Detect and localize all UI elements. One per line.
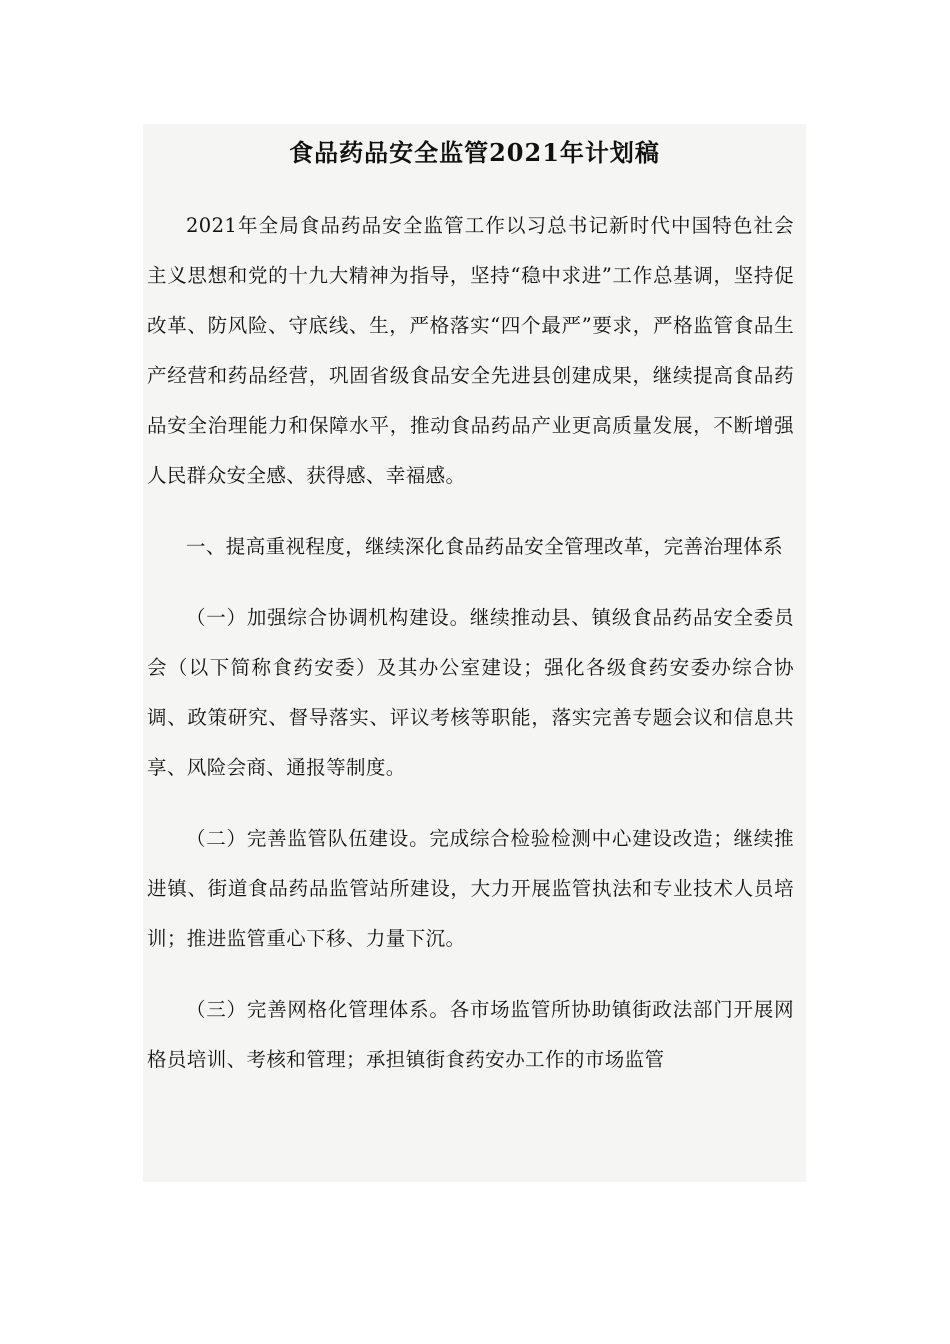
paragraph-item-3: （三）完善网格化管理体系。各市场监管所协助镇街政法部门开展网格员培训、考核和管理；承担镇街食药安办工作的市场监管 bbox=[147, 998, 794, 1071]
paragraph-intro: 2021年全局食品药品安全监管工作以习总书记新时代中国特色社会主义思想和党的十九大精神为指导，坚持“稳中求进”工作总基调，坚持促改革、防风险、守底线、生，严格落实“四个最严”要求，严格监管食品生产经营和药品经营，巩固省级食品安全先进县创建成果，继续提高食品药品安全治理能力和保障水平，推动食品药品产业更高质量发展，不断增强人民群众安全感、获得感、幸福感。 bbox=[147, 214, 794, 487]
section-heading-1: 一、提高重视程度，继续深化食品药品安全管理改革，完善治理体系 bbox=[186, 535, 784, 558]
document-body bbox=[143, 201, 806, 1085]
document-page bbox=[143, 124, 806, 1182]
document-title: 食品药品安全监管2021年计划稿 bbox=[289, 138, 660, 167]
paragraph-item-1: （一）加强综合协调机构建设。继续推动县、镇级食品药品安全委员会（以下简称食药安委）及其办公室建设；强化各级食药安委办综合协调、政策研究、督导落实、评议考核等职能，落实完善专题会议和信息共享、风险会商、通报等制度。 bbox=[147, 606, 794, 779]
paragraph-item-2: （二）完善监管队伍建设。完成综合检验检测中心建设改造；继续推进镇、街道食品药品监管站所建设，大力开展监管执法和专业技术人员培训；推进监管重心下移、力量下沉。 bbox=[147, 827, 794, 950]
